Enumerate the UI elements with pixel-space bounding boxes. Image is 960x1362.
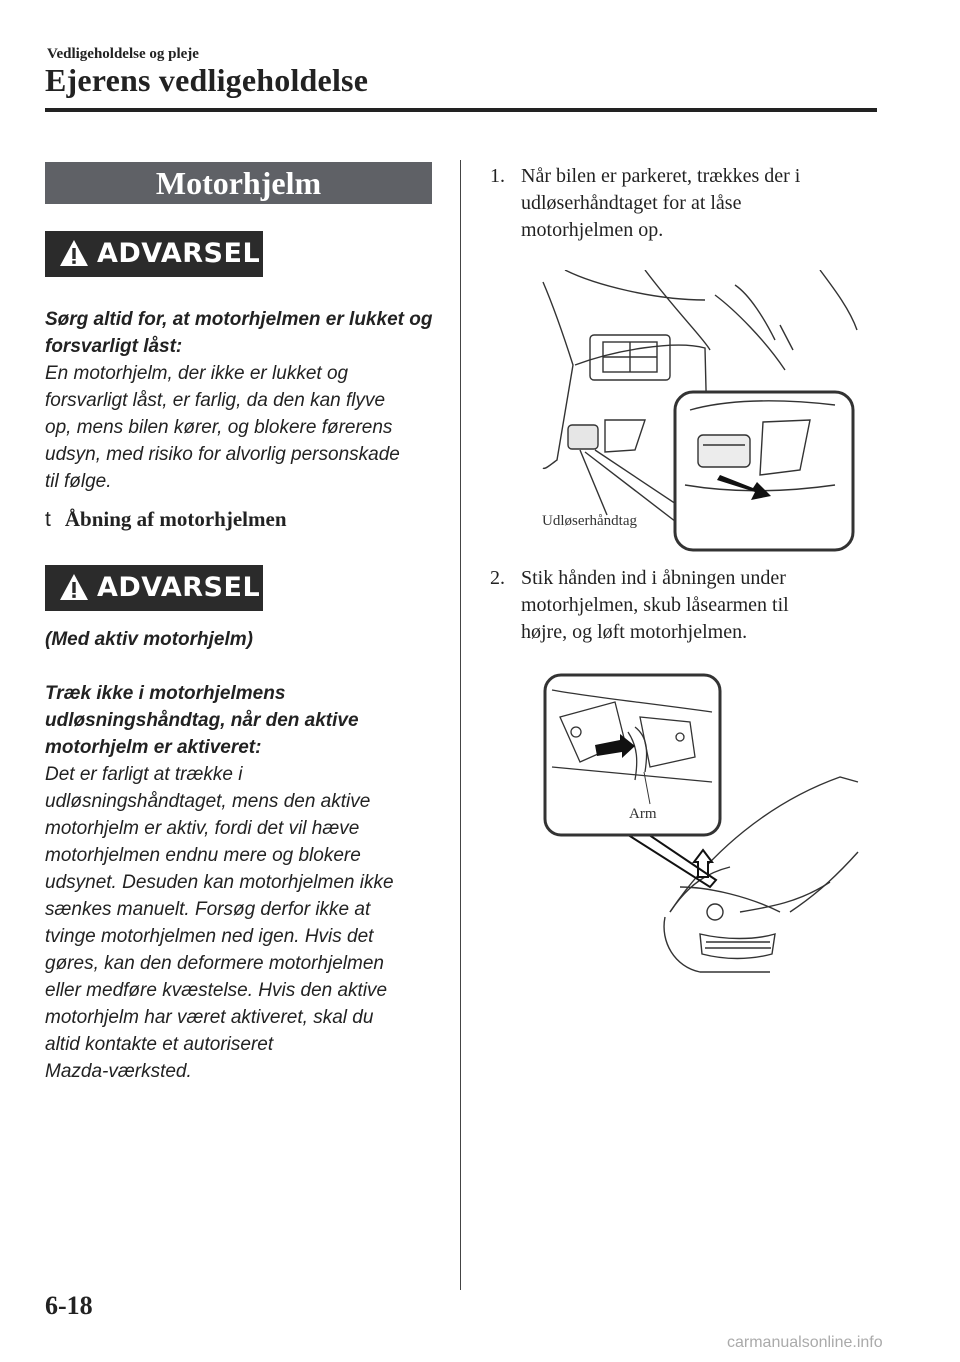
chapter-label: Vedligeholdelse og pleje bbox=[47, 46, 199, 62]
warning-badge bbox=[45, 565, 263, 611]
warning-badge bbox=[45, 231, 263, 277]
warning-triangle-icon bbox=[59, 573, 89, 601]
warning-triangle-icon bbox=[59, 239, 89, 267]
section-title: Motorhjelm bbox=[45, 162, 432, 204]
step-number: 1. bbox=[490, 165, 505, 187]
page-number: 6-18 bbox=[45, 1291, 93, 1320]
footer-watermark: carmanualsonline.info bbox=[727, 1334, 883, 1351]
warning-label: ADVARSEL bbox=[97, 572, 261, 603]
warning-heading: Træk ikke i motorhjelmens udløsningshåndtag, når den aktive motorhjelm er aktiveret: bbox=[45, 683, 359, 758]
page-title: Ejerens vedligeholdelse bbox=[45, 62, 369, 98]
bullet-marker: t bbox=[45, 508, 51, 531]
warning-heading: Sørg altid for, at motorhjelmen er lukket og forsvarligt låst: bbox=[45, 309, 433, 357]
warning-label: ADVARSEL bbox=[97, 238, 261, 269]
step-text: Når bilen er parkeret, trækkes der i udløserhåndtaget for at låse motorhjelmen op. bbox=[521, 165, 801, 241]
step-text: Stik hånden ind i åbningen under motorhjelmen, skub låsearmen til højre, og løft motorhjelmen. bbox=[521, 567, 789, 643]
warning-body: Det er farligt at trække i udløsningshåndtaget, mens den aktive motorhjelm er aktiv, fordi det vil hæve motorhjelmen endnu mere og blokere udsynet. Desuden kan motorhjelmen ikke sænkes manuelt. Forsøg derfor ikke at tvinge motorhjelmen ned igen. Hvis det gøres, kan den deformere motorhjelmen eller medføre kvæstelse. Hvis den aktive motorhjelm har været aktiveret, skal du altid kontakte et autoriseret Mazda-værksted. bbox=[45, 764, 394, 1082]
step-number: 2. bbox=[490, 567, 505, 589]
figure-label-arm: Arm bbox=[629, 806, 657, 822]
figure-label-release-lever: Udløserhåndtag bbox=[542, 513, 637, 529]
warning-body: En motorhjelm, der ikke er lukket og forsvarligt låst, er farlig, da den kan flyve op, mens bilen kører, og blokere førerens udsyn, med risiko for alvorlig personskade til følge. bbox=[45, 363, 400, 492]
hood-latch-illustration bbox=[540, 672, 860, 977]
subsection-heading: t Åbning af motorhjelmen bbox=[45, 507, 287, 531]
step-2 bbox=[490, 565, 860, 655]
column-divider bbox=[460, 160, 461, 1290]
header-divider bbox=[45, 108, 877, 112]
warning-condition: (Med aktiv motorhjelm) bbox=[45, 629, 253, 650]
step-1 bbox=[490, 163, 860, 253]
